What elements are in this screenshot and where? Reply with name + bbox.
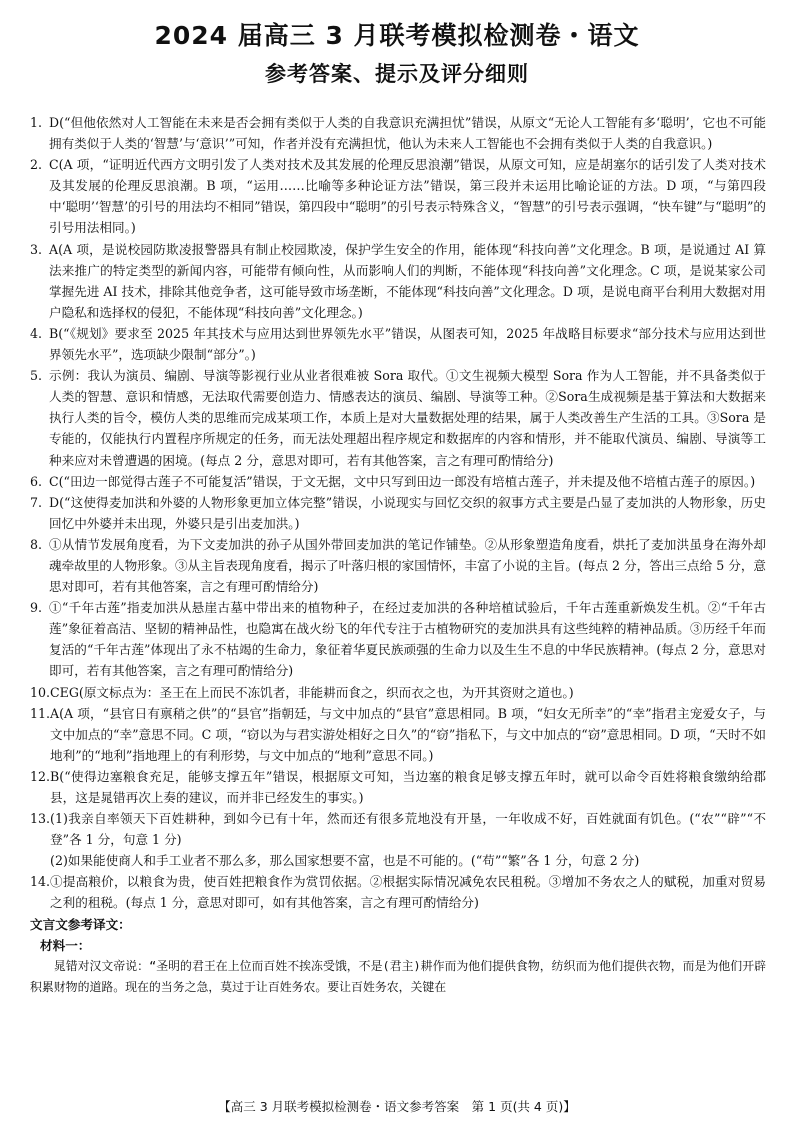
answer-item [30,365,766,470]
answer-item [30,766,766,808]
answer-number: 2. [30,157,43,173]
answer-number: 12. [30,768,51,784]
answers-content [30,112,766,998]
answer-number: 5. [30,368,43,384]
answer-item [30,597,766,681]
answer-number: 3. [30,241,43,257]
answer-text: ①提高粮价，以粮食为贵，使百姓把粮食作为赏罚依据。②根据实际情况减免农民租税。③增加不务农之人的赋税，加重对贸易之利的租税。(每点 1 分，意思对即可，如有其他答案，言之有理可酌情给分) [50,874,766,911]
answer-text: 示例：我认为演员、编剧、导演等影视行业从业者很难被 Sora 取代。①文生视频大模型 Sora 作为人工智能，并不具备类似于人类的智慧、意识和情感，无法取代需要创造力、情感表达的演员、编剧、导演等工种。②Sora生成视频是基于算法和大数据来执行人类的旨令，模仿人类的思维而完成某项工作，本质上是对大量数据处理的结果，属于人类改善生产生活的工具。③Sora 是专能的，仅能执行内置程序所规定的任务，而无法处理超出程序规定和数据库的内容和情形，并不能取代演员、编剧、导演等工种来应对未曾遭遇的困境。(每点 2 分，意思对即可，若有其他答案，言之有理可酌情给分) [49,368,766,468]
answer-item [30,492,766,534]
answer-item [30,471,766,492]
answer-item [30,534,766,597]
answer-text: C(“田边一郎觉得古莲子不可能复活”错误，于文无据，文中只写到田边一郎没有培植古莲子，并未提及他不培植古莲子的原因。) [49,473,756,489]
translation-heading: 文言文参考译文： [30,916,131,932]
answer-text: D(“这使得麦加洪和外婆的人物形象更加立体完整”错误，小说现实与回忆交织的叙事方式主要是凸显了麦加洪的人物形象，历史回忆中外婆并未出现，外婆只是引出麦加洪。) [49,494,766,531]
answer-text: ①从情节发展角度看，为下文麦加洪的孙子从国外带回麦加洪的笔记作铺垫。②从形象塑造角度看，烘托了麦加洪虽身在海外却魂牵故里的人物形象。③从主旨表现角度看，揭示了叶落归根的家国情怀，丰富了小说的主旨。(每点 2 分，答出三点给 5 分，意思对即可，若有其他答案，言之有理可酌情给分) [49,536,767,595]
answer-item [30,323,766,365]
answer-number: 8. [30,536,43,552]
answers-list [30,112,766,914]
answer-number: 1. [30,115,43,130]
answer-text: B(“《规划》要求至 2025 年其技术与应用达到世界领先水平”错误，从图表可知，2025 年战略目标要求“部分技术与应用达到世界领先水平”，选项缺少限制“部分”。) [49,325,766,363]
answer-number: 13. [30,811,51,827]
answer-item [30,703,766,766]
answer-number: 7. [30,494,43,510]
translation-text: 晁错对汉文帝说：“圣明的君王在上位而百姓不挨冻受饿，不是(君主)耕作而为他们提供食物，纺织而为他们提供衣物，而是为他们开辟积累财物的道路。现在的当务之急，莫过于让百姓务农。要让百姓务农，关键在 [30,958,766,994]
answer-text: (1)我亲自率领天下百姓耕种，到如今已有十年，然而还有很多荒地没有开垦，一年收成不好，百姓就面有饥色。(“农”“辟”“不登”各 1 分，句意 1 分) (2)如果能使商人和手工业者不那么多，那么国家想要不富，也是不可能的。(“苟”“繁”各 1 分，句意 2 分) [50,811,766,869]
material-label: 材料一： [40,937,91,953]
answer-item [30,112,766,154]
answer-number: 4. [30,325,43,341]
answer-number: 11. [30,705,51,721]
answer-text: C(A 项，“证明近代西方文明引发了人类对技术及其发展的伦理反思浪潮”错误，从原文可知，应是胡塞尔的话引发了人类对技术及其发展的伦理反思浪潮。B 项，“运用……比喻等多种论证方法”错误，第三段并未运用比喻论证的方法。D 项，“与第四段中‘聪明’‘智慧’的引号的用法均不相同”错误，第四段中“聪明”的引号表示特殊含义，“智慧”的引号表示强调，“快车键”与“聪明”的引号用法相同。) [49,157,766,236]
page-subtitle: 参考答案、提示及评分细则 [265,62,529,86]
answer-text: ①“千年古莲”指麦加洪从悬崖古墓中带出来的植物种子，在经过麦加洪的各种培植试验后，千年古莲重新焕发生机。②“千年古莲”象征着高洁、坚韧的精神品性，也隐寓在战火纷飞的年代专注于古植物研究的麦加洪具有这些纯粹的精神品质。③历经千年而复活的“千年古莲”体现出了永不枯竭的生命力，象征着华夏民族顽强的生命力以及生生不息的中华民族精神。(每点 2 分，意思对即可，若有其他答案，言之有理可酌情给分) [49,600,766,679]
answer-item [30,682,766,703]
answer-item [30,239,766,323]
answer-text: CEG(原文标点为：圣王在上而民不冻饥者，非能耕而食之，织而衣之也，为开其资财之道也。) [50,684,574,700]
answer-item [30,808,766,871]
answer-text: B(“使得边塞粮食充足，能够支撑五年”错误，根据原文可知，当边塞的粮食足够支撑五年时，就可以命令百姓将粮食缴纳给郡县，这是晁错再次上奏的建议，而并非已经发生的事实。) [50,768,766,805]
page-footer: 【高三 3 月联考模拟检测卷・语文参考答案 第 1 页(共 4 页)】 [218,1099,576,1114]
answer-item [30,871,766,913]
answer-number: 6. [30,473,43,489]
page-title: 2024 届高三 3 月联考模拟检测卷・语文 [154,21,640,50]
answer-number: 10. [30,684,51,700]
answer-item [30,154,766,238]
answer-text: A(A 项，“县官日有禀稍之供”的“县官”指朝廷，与文中加点的“县官”意思相同。B 项，“妇女无所幸”的“幸”指君主宠爱女子，与文中加点的“幸”意思不同。C 项，“窃以为与君实游处相好之日久”的“窃”指私下，与文中加点的“窃”意思相同。D 项，“天时不如地利”的“地利”指地理上的有利形势，与文中加点的“地利”意思不同。) [50,705,766,763]
answer-number: 14. [30,874,51,890]
answer-text: A(A 项，是说校园防欺凌报警器具有制止校园欺凌，保护学生安全的作用，能体现“科技向善”文化理念。B 项，是说通过 AI 算法来推广的特定类型的新闻内容，可能带有倾向性，从而影响人们的判断，不能体现“科技向善”文化理念。C 项，是说某家公司掌握先进 AI 技术，排除其他竞争者，这可能导致市场垄断，不能体现“科技向善”文化理念。D 项，是说电商平台利用大数据对用户隐私和选择权的侵犯，不能体现“科技向善”文化理念。) [49,241,766,320]
answer-number: 9. [30,600,43,616]
answer-text: D(“但他依然对人工智能在未来是否会拥有类似于人类的自我意识充满担忧”错误，从原文“无论人工智能有多‘聪明’，它也不可能拥有类似于人类的‘智慧’与‘意识’”可知，作者并没有充满担忧，他认为未来人工智能也不会拥有类似于人类的自我意识。) [49,115,766,152]
